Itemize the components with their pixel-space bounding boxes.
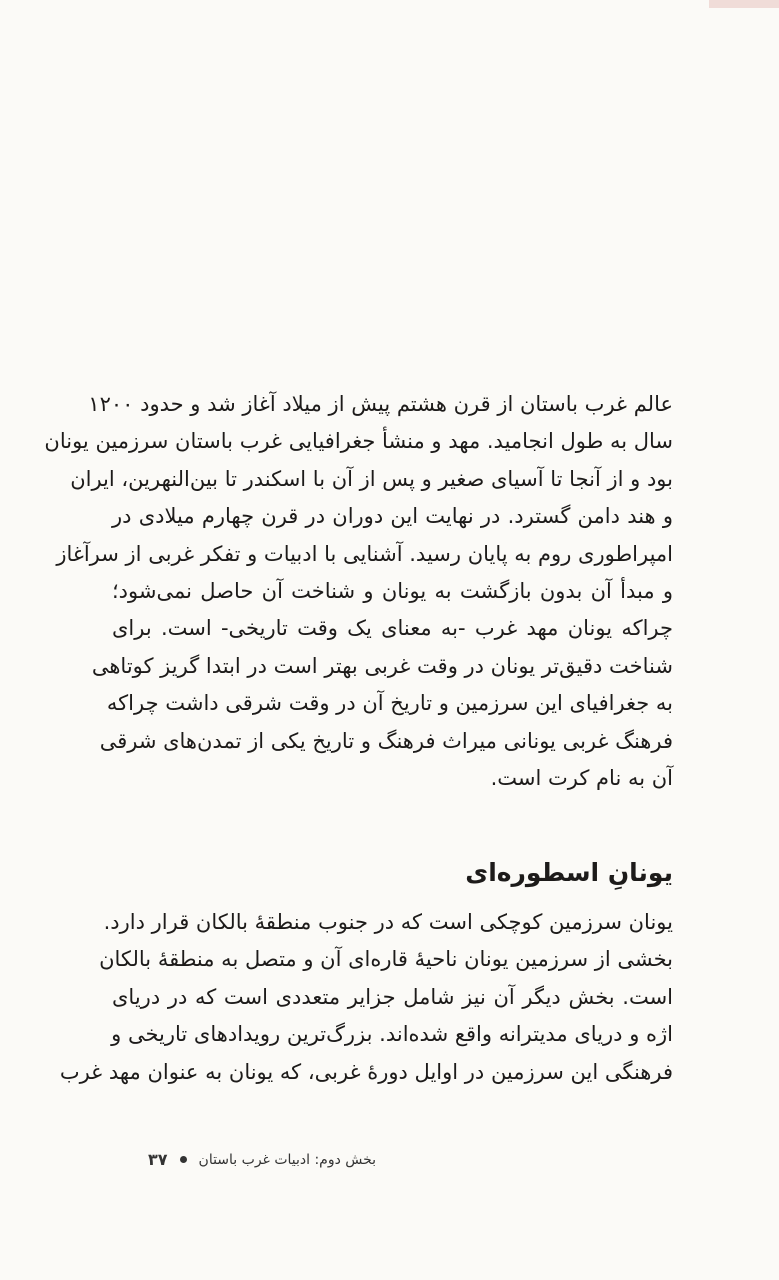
text-line: و مبدأ آن بدون بازگشت به یونان و شناخت آن حاصل نمی‌شود؛	[112, 578, 673, 603]
paragraph-intro	[44, 386, 673, 797]
text-line: سال به طول انجامید. مهد و منشأ جغرافیایی غرب باستان سرزمین یونان	[44, 429, 673, 454]
text-line: یونان سرزمین کوچکی است که در جنوب منطقهٔ بالکان قرار دارد.	[103, 910, 673, 934]
text-line: شناخت دقیق‌تر یونان در وقت غربی بهتر است در ابتدا گریز کوتاهی	[91, 653, 673, 678]
text-line: امپراطوری روم به پایان رسید. آشنایی با ادبیات و تفکر غربی از سرآغاز	[56, 541, 673, 566]
page-number: ۳۷	[148, 1150, 168, 1169]
text-line: فرهنگ غربی یونانی میراث فرهنگ و تاریخ یکی از تمدن‌های شرقی	[99, 728, 673, 753]
text-line: عالم غرب باستان از قرن هشتم پیش از میلاد آغاز شد و حدود ۱۲۰۰	[88, 392, 673, 416]
text-line: بود و از آنجا تا آسیای صغیر و پس از آن با اسکندر تا بین‌النهرین، ایران	[70, 466, 673, 491]
text-line: به جغرافیای این سرزمین و تاریخ آن در وقت شرقی داشت چراکه	[106, 691, 673, 716]
text-line: بخشی از سرزمین یونان ناحیهٔ قاره‌ای آن و متصل به منطقهٔ بالکان	[99, 947, 673, 972]
bullet-icon	[180, 1156, 187, 1163]
text-line: است. بخش دیگر آن نیز شامل جزایر متعددی است که در دریای	[112, 984, 673, 1009]
text-line: آن به نام کرت است.	[490, 765, 673, 790]
paragraph-greece	[59, 904, 673, 1091]
text-line: فرهنگی این سرزمین در اوایل دورهٔ غربی، که یونان به عنوان مهد غرب	[59, 1059, 673, 1084]
running-title: بخش دوم: ادبیات غرب باستان	[198, 1151, 377, 1168]
section-heading: یونانِ اسطوره‌ای	[465, 858, 673, 887]
page-edge-mark	[709, 0, 779, 8]
text-line: اژه و دریای مدیترانه واقع شده‌اند. بزرگ‌ترین رویدادهای تاریخی و	[111, 1022, 673, 1047]
page-footer	[148, 1150, 376, 1169]
text-line: چراکه یونان مهد غرب -به معنای یک وقت تاریخی- است. برای	[112, 616, 673, 641]
text-line: و هند دامن گسترد. در نهایت این دوران در قرن چهارم میلادی در	[112, 504, 673, 529]
